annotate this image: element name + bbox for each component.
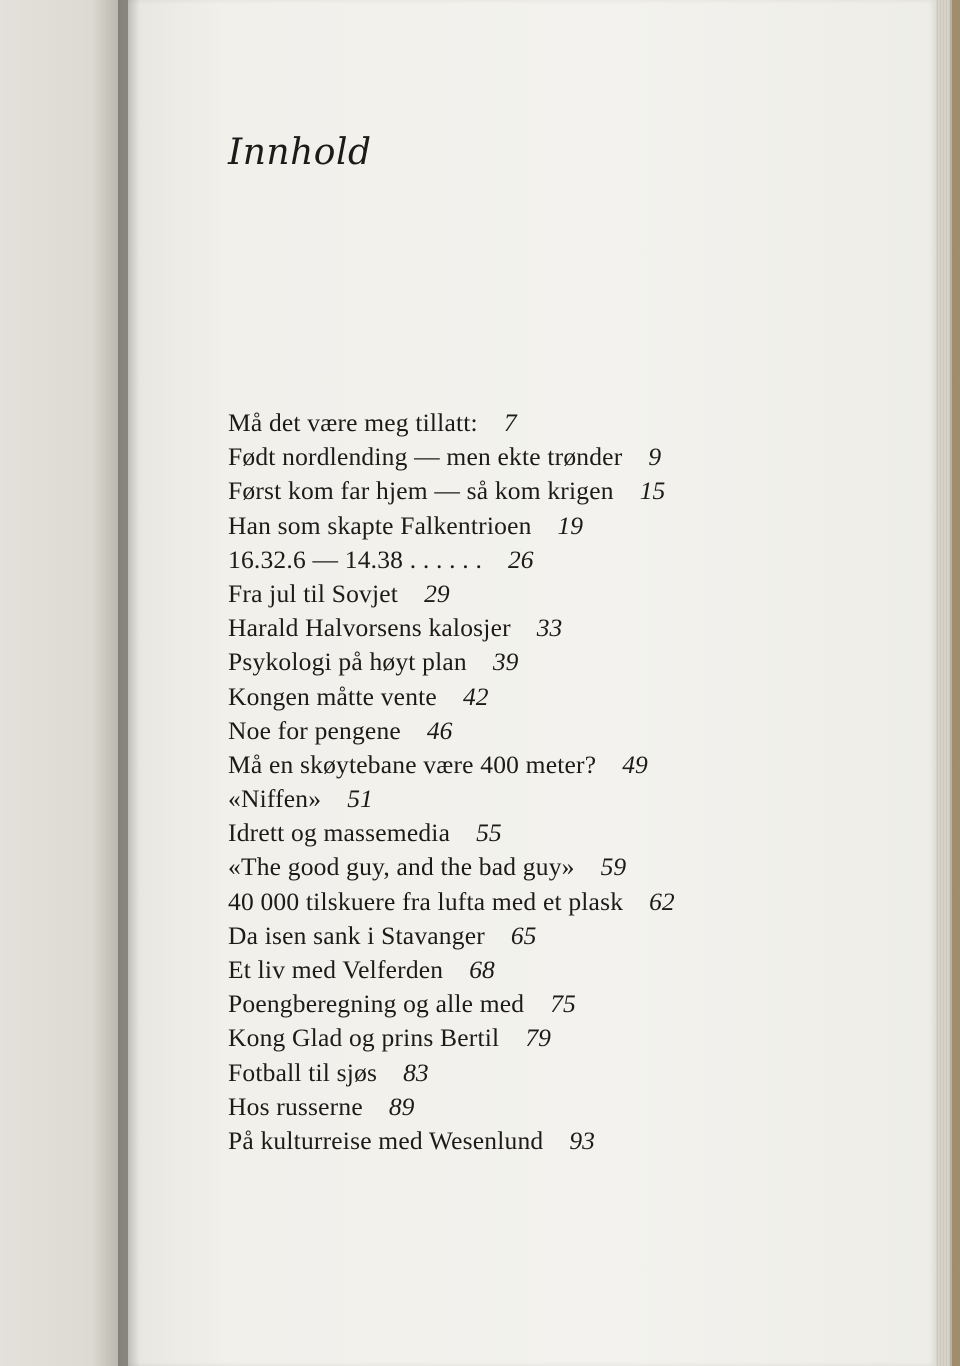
toc-entry-title: Født nordlending — men ekte trønder	[228, 442, 623, 472]
toc-entry-page: 19	[557, 510, 584, 540]
toc-entry	[228, 611, 675, 645]
toc-entry	[228, 1124, 675, 1158]
toc-entry-page: 26	[508, 544, 534, 574]
toc-entry-page: 79	[525, 1023, 551, 1053]
toc-entry-title: Først kom far hjem — så kom krigen	[228, 476, 614, 506]
toc-entry-page: 15	[639, 476, 666, 506]
toc-entry-title: Et liv med Velferden	[228, 955, 444, 984]
toc-entry-title: «The good guy, and the bad guy»	[228, 852, 575, 882]
book-gutter	[118, 0, 140, 1366]
toc-entry-title: På kulturreise med Wesenlund	[228, 1125, 544, 1155]
toc-entry-title: Idrett og massemedia	[228, 818, 451, 848]
toc-entry-page: 9	[648, 442, 662, 472]
toc-entry-title: Fotball til sjøs	[228, 1057, 378, 1087]
toc-entry-title: Må en skøytebane være 400 meter?	[228, 749, 597, 779]
toc-entry-page: 46	[426, 715, 453, 745]
toc-entry	[228, 1090, 675, 1124]
toc-entry	[228, 987, 675, 1021]
toc-entry-title: Hos russerne	[228, 1091, 363, 1121]
toc-entry-page: 42	[462, 681, 489, 711]
toc-entry-page: 89	[388, 1091, 415, 1121]
toc-entry-page: 39	[492, 647, 519, 677]
toc-entry	[228, 680, 675, 714]
toc-entry	[228, 509, 675, 543]
toc-entry-title: Harald Halvorsens kalosjer	[228, 613, 511, 643]
toc-entry-title: «Niffen»	[228, 784, 322, 814]
toc-entry-page: 59	[600, 852, 627, 882]
toc-entry-page: 7	[503, 408, 517, 437]
toc-entry	[228, 885, 675, 919]
toc-entry	[228, 816, 675, 850]
toc-entry	[228, 440, 675, 474]
toc-entry-page: 29	[424, 578, 450, 608]
toc-entry-title: Må det være meg tillatt:	[228, 408, 478, 437]
toc-entry	[228, 543, 675, 577]
left-page	[0, 0, 130, 1366]
toc-entry-title: Fra jul til Sovjet	[228, 578, 399, 608]
toc-entry-title: Noe for pengene	[228, 715, 401, 745]
toc-entry-page: 83	[403, 1057, 429, 1087]
toc-entry-title: Han som skapte Falkentrioen	[228, 510, 532, 540]
toc-entry	[228, 748, 675, 782]
toc-entry	[228, 1021, 675, 1055]
toc-entry	[228, 577, 675, 611]
toc-entry-title: Psykologi på høyt plan	[228, 647, 467, 677]
toc-entry-page: 51	[347, 784, 373, 814]
toc-entry-page: 55	[476, 818, 502, 848]
toc-entry	[228, 714, 675, 748]
toc-entry	[228, 474, 675, 508]
page-title: Innhold	[228, 132, 372, 173]
toc-entry-title: Kongen måtte vente	[228, 681, 437, 711]
toc-entry	[228, 782, 675, 816]
toc-entry-page: 62	[649, 886, 675, 916]
toc-entry-page: 75	[550, 989, 576, 1019]
toc-entry-page: 65	[510, 920, 537, 950]
toc-entry-title: Da isen sank i Stavanger	[228, 920, 485, 950]
toc-entry	[228, 645, 675, 679]
toc-entry	[228, 850, 675, 884]
toc-entry-title: 40 000 tilskuere fra lufta med et plask	[228, 886, 624, 916]
toc-entry-title: Poengberegning og alle med	[228, 989, 525, 1019]
toc-entry	[228, 406, 675, 440]
toc-entry-page: 49	[622, 749, 648, 779]
toc-entry-title: 16.32.6 — 14.38 . . . . . .	[228, 544, 483, 574]
toc-entry-title: Kong Glad og prins Bertil	[228, 1023, 500, 1053]
toc-entry	[228, 953, 675, 987]
toc-entry-page: 93	[569, 1125, 595, 1155]
toc-entry	[228, 919, 675, 953]
toc-entry-page: 33	[536, 613, 563, 643]
toc-entry-page: 68	[469, 955, 495, 984]
toc-entry	[228, 1056, 675, 1090]
table-of-contents	[228, 406, 675, 1158]
page-edge	[936, 0, 950, 1366]
